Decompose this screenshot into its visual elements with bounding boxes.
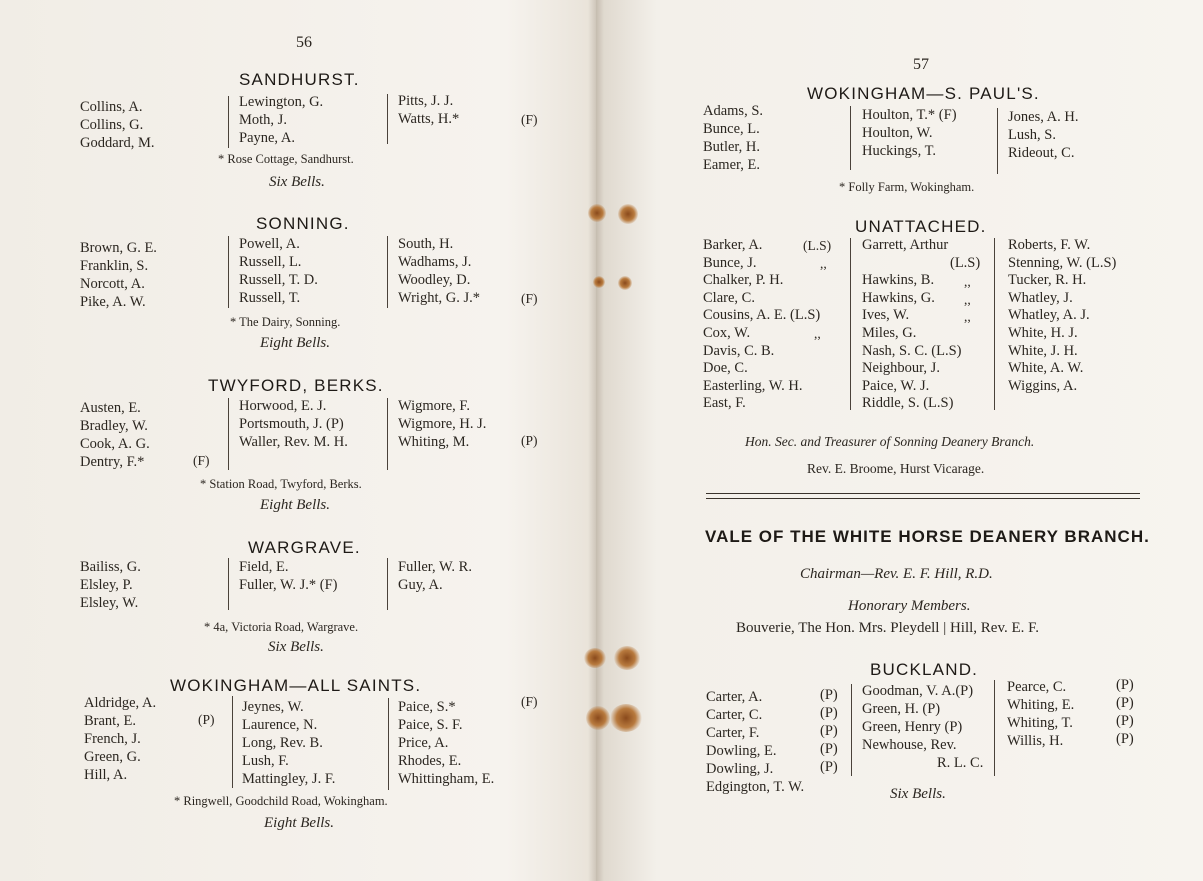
list-item: Russell, T. bbox=[239, 290, 301, 306]
vale-chairman: Chairman—Rev. E. F. Hill, R.D. bbox=[800, 566, 993, 582]
wok-all-bells: Eight Bells. bbox=[264, 815, 334, 831]
column-divider bbox=[387, 558, 388, 610]
page-number-right: 57 bbox=[913, 56, 929, 73]
list-item: Carter, F. bbox=[706, 725, 760, 741]
column-divider bbox=[388, 698, 389, 790]
rust-stain bbox=[584, 648, 606, 668]
unattached-mark: ,, bbox=[964, 309, 971, 324]
divider-rule bbox=[706, 493, 1140, 494]
list-item: Laurence, N. bbox=[242, 717, 318, 733]
unattached-heading: UNATTACHED. bbox=[855, 217, 987, 236]
list-item: Lush, F. bbox=[242, 753, 289, 769]
list-item: Woodley, D. bbox=[398, 272, 471, 288]
list-item: Cousins, A. E. (L.S) bbox=[703, 307, 821, 324]
sandhurst-mark: (F) bbox=[521, 112, 538, 127]
rust-stain bbox=[614, 646, 640, 670]
list-item: Goodman, V. A.(P) bbox=[862, 683, 974, 699]
list-item: Roberts, F. W. bbox=[1008, 237, 1091, 253]
sonning-note: * The Dairy, Sonning. bbox=[230, 315, 341, 329]
list-item: Whiting, M. bbox=[398, 434, 470, 450]
list-item: Wigmore, H. J. bbox=[398, 416, 487, 432]
wok-all-col1 bbox=[84, 694, 156, 784]
twyford-col2 bbox=[239, 397, 348, 451]
list-item: Long, Rev. B. bbox=[242, 735, 323, 751]
list-item: (P) bbox=[820, 723, 838, 739]
list-item: Pitts, J. J. bbox=[398, 93, 454, 109]
list-item: Cox, W. bbox=[703, 324, 751, 341]
list-item: Doe, C. bbox=[703, 360, 748, 377]
list-item: (L.S) bbox=[950, 254, 981, 271]
unattached-col2 bbox=[862, 237, 980, 413]
book-gutter bbox=[588, 0, 604, 881]
sonning-col1 bbox=[80, 239, 157, 311]
list-item: Whatley, J. bbox=[1008, 289, 1073, 306]
twyford-mark: (P) bbox=[521, 433, 538, 448]
list-item: Pearce, C. bbox=[1007, 679, 1067, 695]
list-item: Jeynes, W. bbox=[242, 699, 304, 715]
wok-all-col3 bbox=[398, 698, 494, 788]
list-item: Whittingham, E. bbox=[398, 771, 495, 787]
list-item: Payne, A. bbox=[239, 130, 295, 146]
list-item: Adams, S. bbox=[703, 103, 764, 119]
right-page bbox=[596, 0, 1203, 881]
column-divider bbox=[232, 696, 233, 788]
page-number-left: 56 bbox=[296, 34, 312, 51]
list-item: Willis, H. bbox=[1007, 733, 1064, 749]
list-item: Whatley, A. J. bbox=[1008, 307, 1090, 324]
unattached-col3 bbox=[1008, 237, 1116, 395]
column-divider bbox=[228, 96, 229, 148]
list-item: Russell, L. bbox=[239, 254, 302, 270]
rust-stain bbox=[610, 704, 642, 732]
hon-sec-name: Rev. E. Broome, Hurst Vicarage. bbox=[807, 461, 985, 476]
wok-all-note: * Ringwell, Goodchild Road, Wokingham. bbox=[174, 794, 388, 808]
list-item: Goddard, M. bbox=[80, 135, 155, 151]
list-item: Lush, S. bbox=[1008, 127, 1056, 143]
wargrave-bells: Six Bells. bbox=[268, 639, 324, 655]
wok-paul-note: * Folly Farm, Wokingham. bbox=[839, 180, 975, 194]
list-item: French, J. bbox=[84, 731, 141, 747]
rust-stain bbox=[618, 276, 632, 290]
list-item: Whiting, T. bbox=[1007, 715, 1073, 731]
list-item: Jones, A. H. bbox=[1008, 109, 1079, 125]
list-item: Elsley, W. bbox=[80, 595, 139, 611]
list-item: Paice, S. F. bbox=[398, 717, 463, 733]
list-item: Moth, J. bbox=[239, 112, 287, 128]
twyford-col1-mark: (F) bbox=[193, 453, 210, 468]
list-item: Davis, C. B. bbox=[703, 342, 775, 359]
unattached-mark: (L.S) bbox=[803, 238, 832, 253]
unattached-mark: ,, bbox=[964, 274, 971, 289]
wargrave-col1 bbox=[80, 558, 141, 612]
list-item: (P) bbox=[820, 741, 838, 757]
sandhurst-bells: Six Bells. bbox=[269, 174, 325, 190]
list-item: Garrett, Arthur bbox=[862, 237, 949, 253]
list-item: (P) bbox=[1116, 695, 1134, 711]
list-item: Edgington, T. W. bbox=[706, 779, 805, 795]
wargrave-col3 bbox=[398, 558, 472, 594]
list-item: (P) bbox=[1116, 713, 1134, 729]
list-item: Guy, A. bbox=[398, 577, 443, 593]
column-divider bbox=[228, 236, 229, 308]
buckland-col3 bbox=[1007, 678, 1074, 750]
list-item: White, J. H. bbox=[1008, 342, 1078, 359]
twyford-bells: Eight Bells. bbox=[260, 497, 330, 513]
list-item: (P) bbox=[820, 759, 838, 775]
list-item: Paice, W. J. bbox=[862, 377, 930, 394]
sandhurst-col3 bbox=[398, 92, 459, 128]
unattached-mark: ,, bbox=[814, 326, 821, 341]
list-item: Hawkins, B. bbox=[862, 272, 935, 289]
rust-stain bbox=[618, 204, 638, 224]
list-item: Collins, G. bbox=[80, 117, 144, 133]
wok-paul-col2 bbox=[862, 106, 957, 160]
buckland-heading: BUCKLAND. bbox=[870, 660, 979, 679]
list-item: Dowling, J. bbox=[706, 761, 774, 777]
column-divider bbox=[994, 238, 995, 410]
list-item: Barker, A. bbox=[703, 237, 763, 253]
sandhurst-col1 bbox=[80, 98, 155, 152]
list-item: Wadhams, J. bbox=[398, 254, 472, 270]
wargrave-col2 bbox=[239, 558, 338, 594]
list-item: Eamer, E. bbox=[703, 157, 760, 173]
list-item: Riddle, S. (L.S) bbox=[862, 395, 954, 412]
sonning-heading: SONNING. bbox=[256, 214, 350, 233]
list-item: Waller, Rev. M. H. bbox=[239, 434, 348, 450]
sonning-col3 bbox=[398, 235, 480, 307]
column-divider bbox=[851, 684, 852, 776]
list-item: East, F. bbox=[703, 395, 746, 412]
vale-hon-members: Bouverie, The Hon. Mrs. Pleydell | Hill, Rev. E. F. bbox=[736, 620, 1040, 636]
wok-paul-col1 bbox=[703, 102, 763, 174]
sonning-mark: (F) bbox=[521, 291, 538, 306]
buckland-col1-marks bbox=[820, 686, 838, 776]
left-page bbox=[0, 0, 596, 881]
list-item: Easterling, W. H. bbox=[703, 377, 803, 394]
buckland-col1 bbox=[706, 688, 804, 796]
list-item: Paice, S.* bbox=[398, 699, 456, 715]
list-item: Chalker, P. H. bbox=[703, 272, 784, 289]
wok-all-mark: (F) bbox=[521, 694, 538, 709]
list-item: Ives, W. bbox=[862, 307, 910, 324]
list-item: Watts, H.* bbox=[398, 111, 460, 127]
list-item: Stenning, W. (L.S) bbox=[1008, 254, 1117, 271]
buckland-col2 bbox=[862, 682, 983, 772]
vale-heading: VALE OF THE WHITE HORSE DEANERY BRANCH. bbox=[705, 527, 1150, 546]
list-item: Huckings, T. bbox=[862, 143, 936, 159]
list-item: Green, Henry (P) bbox=[862, 719, 963, 735]
list-item: Bailiss, G. bbox=[80, 559, 141, 575]
list-item: R. L. C. bbox=[937, 755, 984, 771]
list-item: Carter, A. bbox=[706, 689, 763, 705]
list-item: Portsmouth, J. (P) bbox=[239, 416, 344, 432]
list-item: Green, H. (P) bbox=[862, 701, 941, 717]
list-item: (P) bbox=[820, 687, 838, 703]
unattached-mark: ,, bbox=[820, 256, 827, 271]
sandhurst-note: * Rose Cottage, Sandhurst. bbox=[218, 152, 354, 166]
wok-all-col2 bbox=[242, 698, 335, 788]
list-item: Brant, E. bbox=[84, 713, 136, 729]
unattached-col1 bbox=[703, 237, 820, 413]
list-item: Houlton, T.* (F) bbox=[862, 107, 957, 123]
list-item: Pike, A. W. bbox=[80, 294, 146, 310]
list-item: Rideout, C. bbox=[1008, 145, 1075, 161]
list-item: Carter, C. bbox=[706, 707, 763, 723]
buckland-bells: Six Bells. bbox=[890, 786, 946, 802]
rust-stain bbox=[588, 204, 606, 222]
list-item: Butler, H. bbox=[703, 139, 761, 155]
column-divider bbox=[994, 680, 995, 776]
twyford-heading: TWYFORD, BERKS. bbox=[208, 376, 384, 395]
list-item: Whiting, E. bbox=[1007, 697, 1075, 713]
wokingham-all-saints-heading: WOKINGHAM—ALL SAINTS. bbox=[170, 676, 422, 695]
twyford-col3 bbox=[398, 397, 486, 451]
list-item: Nash, S. C. (L.S) bbox=[862, 342, 962, 359]
list-item: Wiggins, A. bbox=[1008, 377, 1078, 394]
list-item: Norcott, A. bbox=[80, 276, 145, 292]
list-item: Hill, A. bbox=[84, 767, 128, 783]
list-item: Bradley, W. bbox=[80, 418, 148, 434]
list-item: Austen, E. bbox=[80, 400, 141, 416]
list-item: Collins, A. bbox=[80, 99, 143, 115]
list-item: Lewington, G. bbox=[239, 94, 324, 110]
list-item: Neighbour, J. bbox=[862, 360, 940, 377]
list-item: Fuller, W. J.* (F) bbox=[239, 577, 338, 593]
list-item: Green, G. bbox=[84, 749, 141, 765]
list-item: Hawkins, G. bbox=[862, 289, 935, 306]
list-item: White, A. W. bbox=[1008, 360, 1084, 377]
column-divider bbox=[387, 94, 388, 144]
list-item: Newhouse, Rev. bbox=[862, 737, 957, 753]
sonning-col2 bbox=[239, 235, 318, 307]
list-item: South, H. bbox=[398, 236, 454, 252]
sonning-bells: Eight Bells. bbox=[260, 335, 330, 351]
list-item: Horwood, E. J. bbox=[239, 398, 327, 414]
sandhurst-heading: SANDHURST. bbox=[239, 70, 360, 89]
list-item: Price, A. bbox=[398, 735, 449, 751]
list-item: (P) bbox=[1116, 731, 1134, 747]
wok-paul-col3 bbox=[1008, 108, 1079, 162]
list-item: Rhodes, E. bbox=[398, 753, 462, 769]
vale-hon-members-title: Honorary Members. bbox=[848, 598, 971, 614]
list-item: Wright, G. J.* bbox=[398, 290, 480, 306]
list-item: Clare, C. bbox=[703, 289, 755, 306]
list-item: Aldridge, A. bbox=[84, 695, 157, 711]
wok-all-col1-mark: (P) bbox=[198, 712, 215, 727]
list-item: Dentry, F.* bbox=[80, 454, 145, 470]
column-divider bbox=[997, 108, 998, 174]
list-item: Russell, T. D. bbox=[239, 272, 318, 288]
column-divider bbox=[387, 398, 388, 470]
rust-stain bbox=[593, 276, 605, 288]
list-item: Fuller, W. R. bbox=[398, 559, 472, 575]
sandhurst-col2 bbox=[239, 93, 323, 147]
rust-stain bbox=[586, 706, 610, 730]
column-divider bbox=[850, 106, 851, 170]
list-item: Field, E. bbox=[239, 559, 289, 575]
list-item: Franklin, S. bbox=[80, 258, 149, 274]
wargrave-heading: WARGRAVE. bbox=[248, 538, 361, 557]
list-item: Houlton, W. bbox=[862, 125, 933, 141]
list-item: Elsley, P. bbox=[80, 577, 133, 593]
divider-rule bbox=[706, 498, 1140, 499]
unattached-mark: ,, bbox=[964, 292, 971, 307]
list-item: Tucker, R. H. bbox=[1008, 272, 1087, 289]
hon-sec-title: Hon. Sec. and Treasurer of Sonning Deanery Branch. bbox=[745, 434, 1035, 449]
list-item: Powell, A. bbox=[239, 236, 300, 252]
column-divider bbox=[850, 238, 851, 410]
twyford-note: * Station Road, Twyford, Berks. bbox=[200, 477, 362, 491]
list-item: (P) bbox=[820, 705, 838, 721]
list-item: Dowling, E. bbox=[706, 743, 777, 759]
list-item: Wigmore, F. bbox=[398, 398, 470, 414]
list-item: Brown, G. E. bbox=[80, 240, 157, 256]
list-item: Bunce, L. bbox=[703, 121, 760, 137]
column-divider bbox=[387, 236, 388, 308]
column-divider bbox=[228, 398, 229, 470]
list-item: Bunce, J. bbox=[703, 254, 757, 271]
column-divider bbox=[228, 558, 229, 610]
wargrave-note: * 4a, Victoria Road, Wargrave. bbox=[204, 620, 359, 634]
list-item: (P) bbox=[1116, 677, 1134, 693]
list-item: White, H. J. bbox=[1008, 324, 1078, 341]
list-item: Mattingley, J. F. bbox=[242, 771, 336, 787]
wokingham-s-pauls-heading: WOKINGHAM—S. PAUL'S. bbox=[807, 84, 1040, 103]
list-item: Miles, G. bbox=[862, 324, 917, 341]
list-item: Cook, A. G. bbox=[80, 436, 150, 452]
twyford-col1 bbox=[80, 399, 150, 471]
buckland-col3-marks bbox=[1116, 676, 1134, 748]
